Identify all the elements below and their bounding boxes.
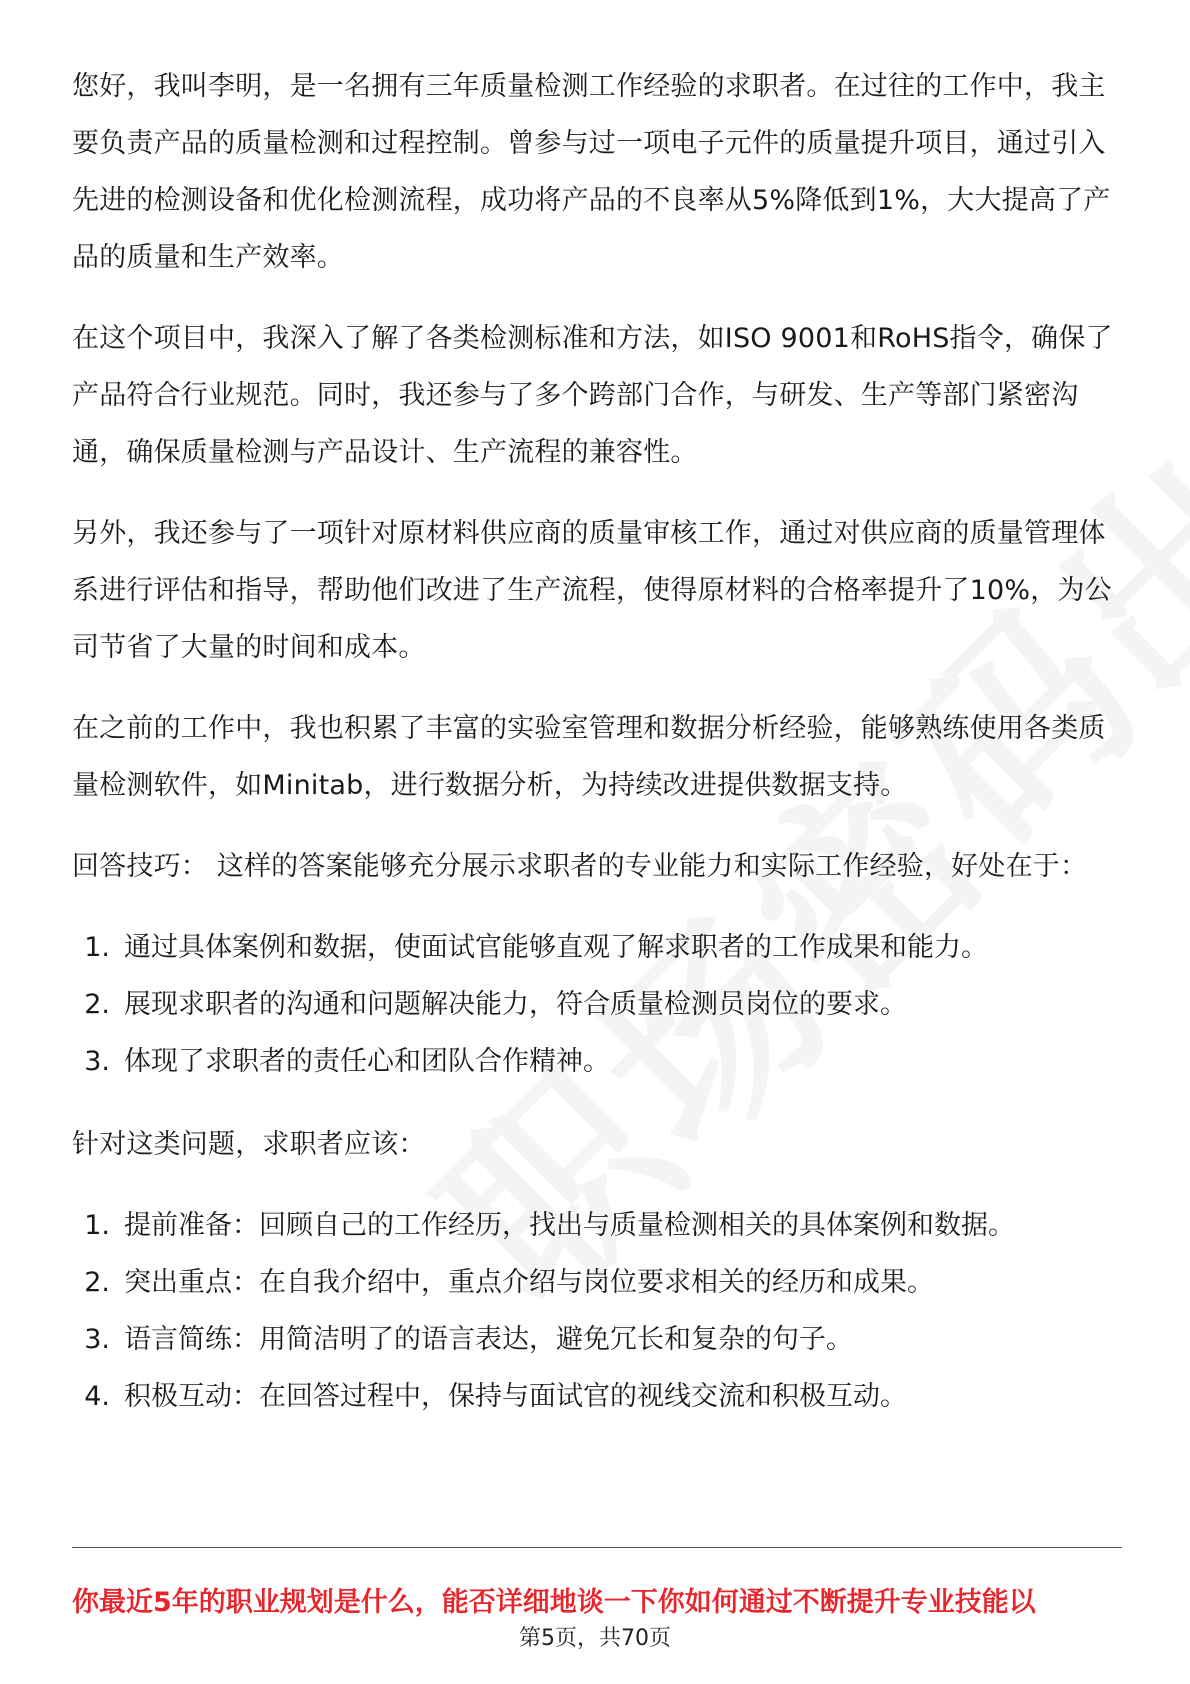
list-item [72, 1368, 1122, 1425]
list-text: 突出重点：在自我介绍中，重点介绍与岗位要求相关的经历和成果。 [124, 1267, 934, 1298]
list-item [72, 976, 1122, 1033]
tips-list [72, 919, 1122, 1090]
list-item [72, 1311, 1122, 1368]
list-item [72, 919, 1122, 976]
tips-intro: 回答技巧： 这样的答案能够充分展示求职者的专业能力和实际工作经验，好处在于： [72, 851, 1088, 882]
list-number: 1. [84, 1210, 110, 1241]
list-text: 通过具体案例和数据，使面试官能够直观了解求职者的工作成果和能力。 [124, 932, 988, 963]
answer-paragraph-4: 在之前的工作中，我也积累了丰富的实验室管理和数据分析经验，能够熟练使用各类质量检测软件，如Minitab，进行数据分析，为持续改进提供数据支持。 [72, 713, 1106, 801]
list-number: 4. [84, 1381, 110, 1412]
answer-paragraph-3: 另外，我还参与了一项针对原材料供应商的质量审核工作，通过对供应商的质量管理体系进行评估和指导，帮助他们改进了生产流程，使得原材料的合格率提升了10%，为公司节省了大量的时间和成本。 [72, 518, 1112, 663]
advice-list [72, 1197, 1122, 1425]
answer-paragraph-2: 在这个项目中，我深入了解了各类检测标准和方法，如ISO 9001和RoHS指令，确保了产品符合行业规范。同时，我还参与了多个跨部门合作，与研发、生产等部门紧密沟通，确保质量检测与产品设计、生产流程的兼容性。 [72, 323, 1113, 468]
list-text: 体现了求职者的责任心和团队合作精神。 [124, 1046, 610, 1077]
section-divider [72, 1547, 1122, 1548]
advice-intro: 针对这类问题，求职者应该： [72, 1129, 426, 1160]
list-number: 2. [84, 989, 110, 1020]
list-text: 积极互动：在回答过程中，保持与面试官的视线交流和积极互动。 [124, 1381, 907, 1412]
list-item [72, 1033, 1122, 1090]
answer-paragraph-1: 您好，我叫李明，是一名拥有三年质量检测工作经验的求职者。在过往的工作中，我主要负责产品的质量检测和过程控制。曾参与过一项电子元件的质量提升项目，通过引入先进的检测设备和优化检测流程，成功将产品的不良率从5%降低到1%，大大提高了产品的质量和生产效率。 [72, 71, 1111, 273]
list-number: 1. [84, 932, 110, 963]
list-text: 展现求职者的沟通和问题解决能力，符合质量检测员岗位的要求。 [124, 989, 907, 1020]
page-number: 第5页，共70页 [519, 1626, 671, 1651]
answer-body [72, 58, 1122, 1451]
next-question-heading: 你最近5年的职业规划是什么，能否详细地谈一下你如何通过不断提升专业技能以 [72, 1587, 1036, 1618]
list-number: 3. [84, 1046, 110, 1077]
list-number: 3. [84, 1324, 110, 1355]
list-text: 提前准备：回顾自己的工作经历，找出与质量检测相关的具体案例和数据。 [124, 1210, 1015, 1241]
list-item [72, 1197, 1122, 1254]
list-number: 2. [84, 1267, 110, 1298]
list-text: 语言简练：用简洁明了的语言表达，避免冗长和复杂的句子。 [124, 1324, 853, 1355]
list-item [72, 1254, 1122, 1311]
